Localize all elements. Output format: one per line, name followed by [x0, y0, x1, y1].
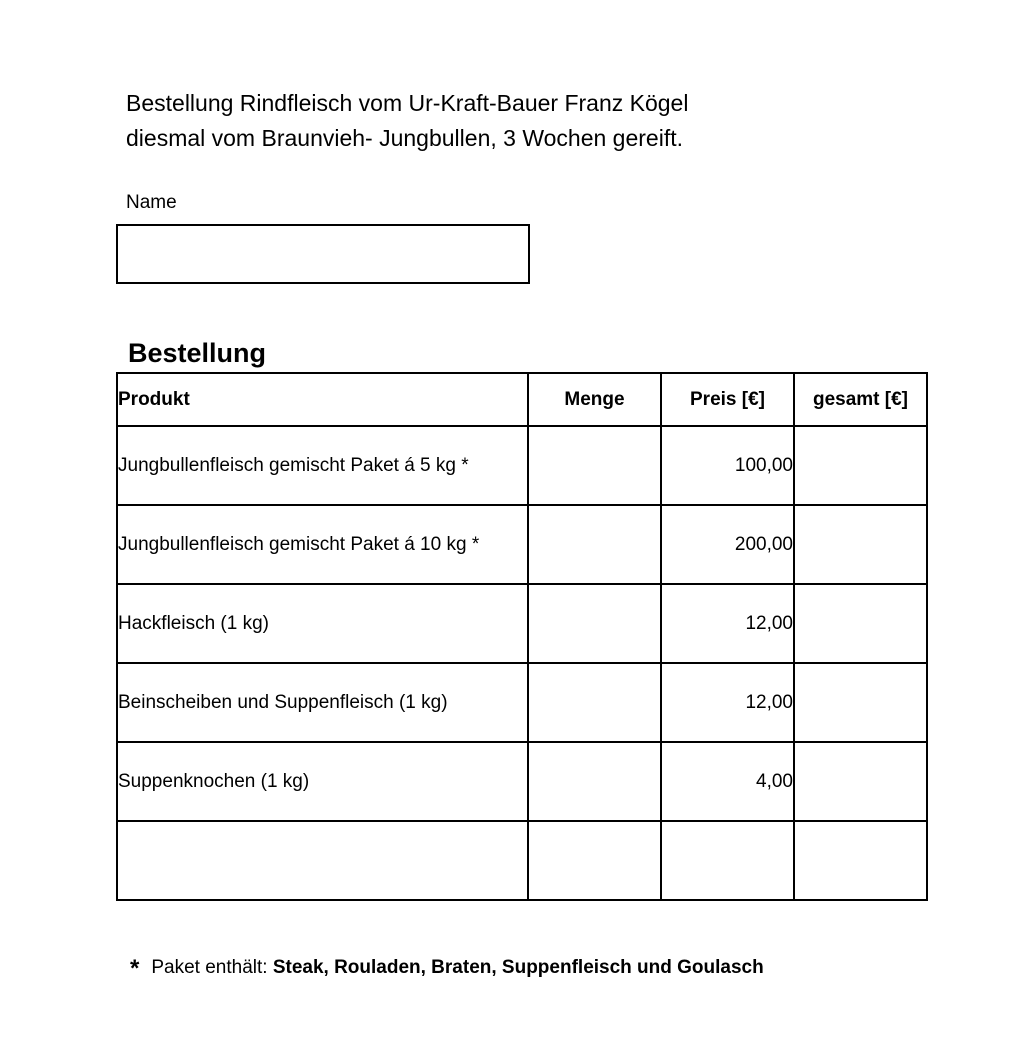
footnote-prefix: Paket enthält:	[151, 957, 273, 978]
table-row	[117, 505, 927, 584]
name-field[interactable]	[116, 224, 530, 284]
table-row	[117, 584, 927, 663]
cell-produkt: Jungbullenfleisch gemischt Paket á 10 kg *	[117, 505, 528, 584]
cell-menge[interactable]	[528, 663, 661, 742]
document-heading	[126, 86, 688, 156]
cell-preis: 12,00	[661, 663, 794, 742]
cell-gesamt[interactable]	[794, 663, 927, 742]
cell-menge[interactable]	[528, 584, 661, 663]
cell-menge[interactable]	[528, 426, 661, 505]
cell-produkt: Beinscheiben und Suppenfleisch (1 kg)	[117, 663, 528, 742]
cell-preis[interactable]	[661, 821, 794, 900]
header-menge: Menge	[528, 373, 661, 426]
footnote-contents: Steak, Rouladen, Braten, Suppenfleisch und Goulasch	[272, 957, 764, 978]
cell-produkt[interactable]	[117, 821, 528, 900]
table-row	[117, 426, 927, 505]
cell-preis: 4,00	[661, 742, 794, 821]
order-table	[116, 372, 928, 901]
name-label: Name	[126, 192, 177, 213]
heading-line-2: diesmal vom Braunvieh- Jungbullen, 3 Wochen gereift.	[126, 125, 683, 151]
header-produkt: Produkt	[117, 373, 528, 426]
cell-gesamt[interactable]	[794, 426, 927, 505]
cell-produkt: Hackfleisch (1 kg)	[117, 584, 528, 663]
cell-preis: 100,00	[661, 426, 794, 505]
cell-produkt: Suppenknochen (1 kg)	[117, 742, 528, 821]
cell-gesamt[interactable]	[794, 742, 927, 821]
cell-menge[interactable]	[528, 505, 661, 584]
cell-preis: 12,00	[661, 584, 794, 663]
table-row	[117, 742, 927, 821]
header-gesamt: gesamt [€]	[794, 373, 927, 426]
cell-produkt: Jungbullenfleisch gemischt Paket á 5 kg *	[117, 426, 528, 505]
cell-gesamt[interactable]	[794, 584, 927, 663]
section-title: Bestellung	[128, 338, 267, 368]
cell-gesamt[interactable]	[794, 505, 927, 584]
heading-line-1: Bestellung Rindfleisch vom Ur-Kraft-Bauer Franz Kögel	[126, 90, 689, 116]
cell-menge[interactable]	[528, 821, 661, 900]
table-header-row	[117, 373, 927, 426]
table-row	[117, 821, 927, 900]
table-row	[117, 663, 927, 742]
footnote	[130, 952, 764, 980]
asterisk-marker: *	[130, 955, 140, 982]
cell-preis: 200,00	[661, 505, 794, 584]
header-preis: Preis [€]	[661, 373, 794, 426]
cell-menge[interactable]	[528, 742, 661, 821]
cell-gesamt[interactable]	[794, 821, 927, 900]
